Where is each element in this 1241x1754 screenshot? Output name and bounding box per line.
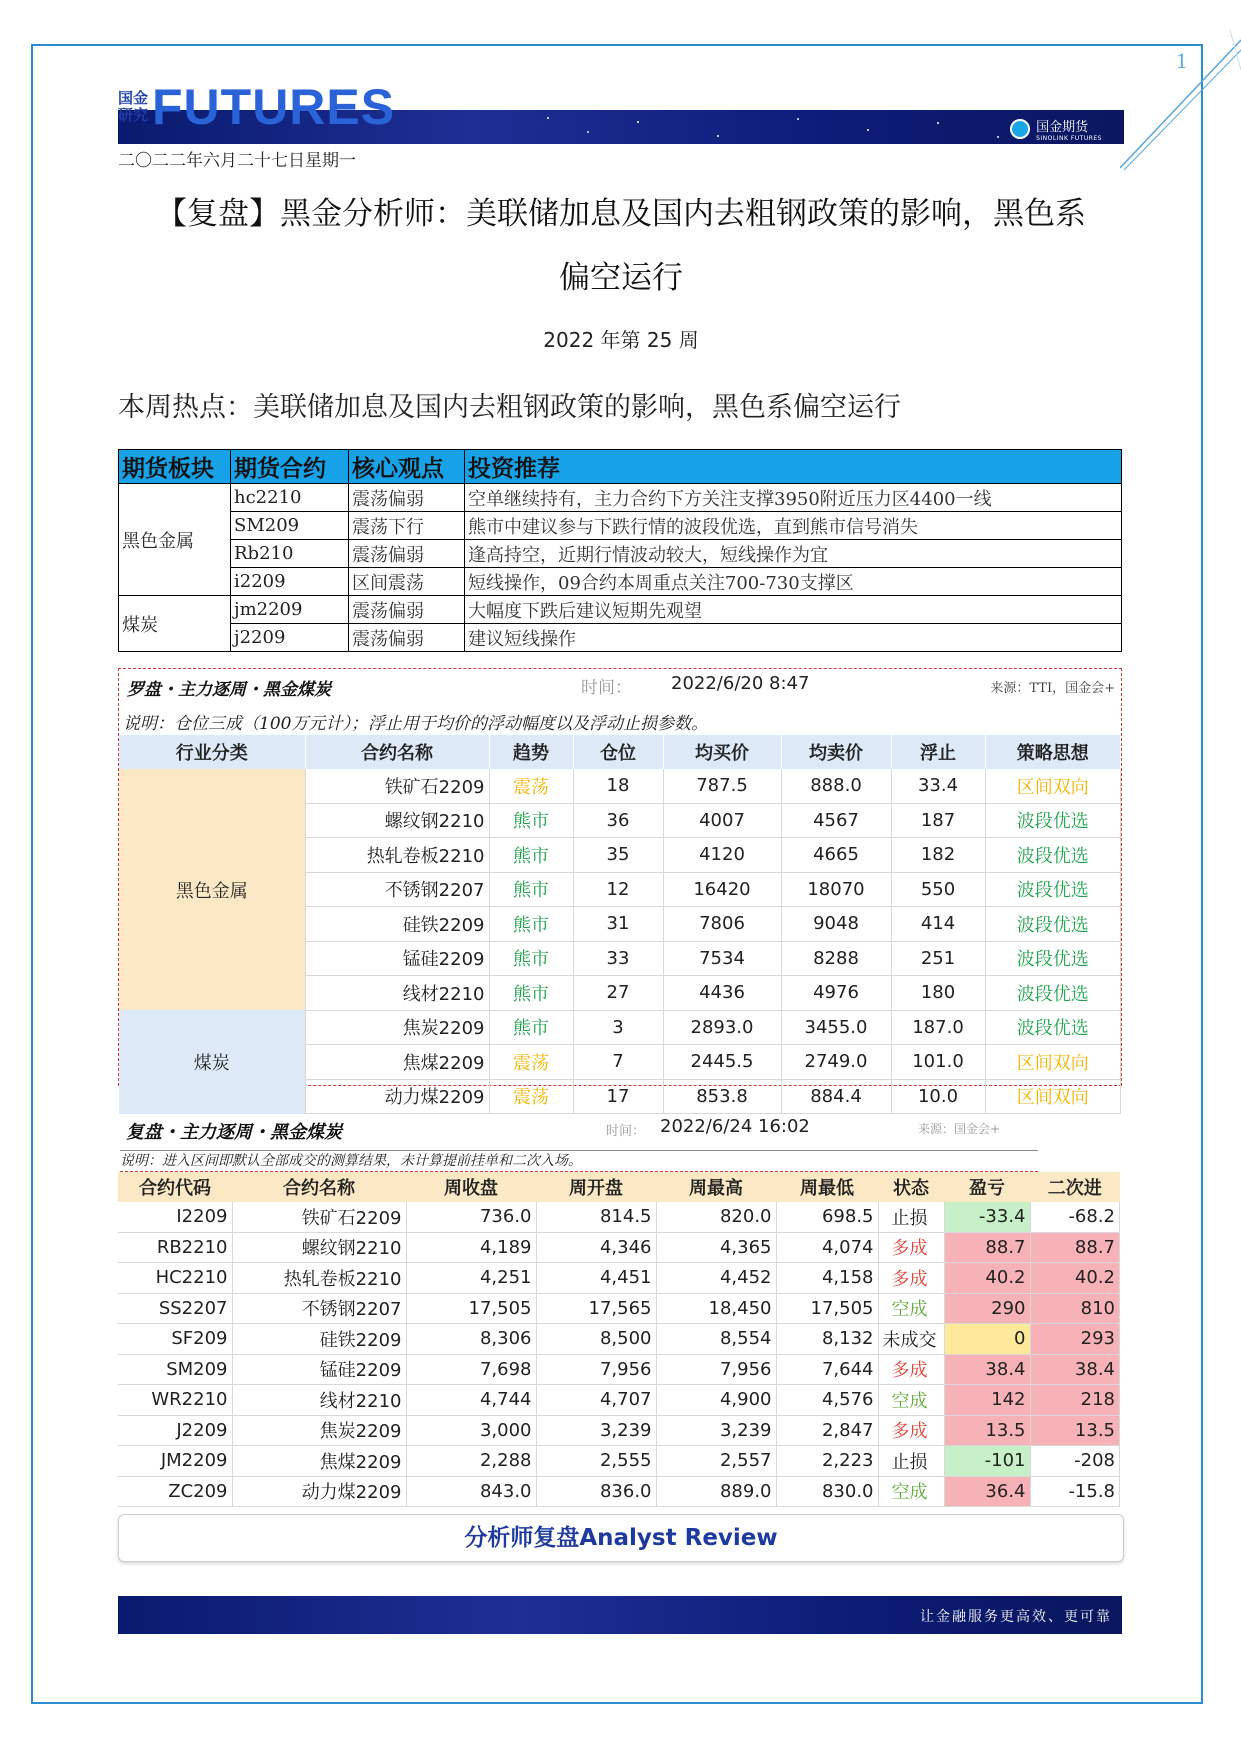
week-close-cell: 736.0 <box>406 1202 536 1232</box>
category-cell: 黑色金属 <box>119 769 305 1010</box>
review-header: 周最低 <box>776 1172 878 1202</box>
table-row <box>118 1446 1120 1477</box>
trend-cell: 震荡 <box>489 769 573 803</box>
avg-sell-cell: 3455.0 <box>781 1010 891 1045</box>
week-low-cell: 830.0 <box>776 1476 878 1507</box>
brand-name: 国金期货 <box>1036 120 1089 135</box>
review-header: 周开盘 <box>536 1172 656 1202</box>
week-high-cell: 4,365 <box>656 1232 776 1263</box>
category-cell: 煤炭 <box>119 1010 305 1114</box>
week-high-cell: 2,557 <box>656 1446 776 1477</box>
strategy-cell: 波段优选 <box>985 941 1121 976</box>
plan-header: 均卖价 <box>781 735 891 769</box>
plan-header: 趋势 <box>489 735 573 769</box>
summary-header: 核心观点 <box>349 450 465 484</box>
avg-buy-cell: 7806 <box>663 907 781 942</box>
contract-code-cell: ZC209 <box>118 1476 232 1507</box>
review-header: 合约代码 <box>118 1172 232 1202</box>
contract-code-cell: WR2210 <box>118 1385 232 1416</box>
weekly-plan-time: 2022/6/20 8:47 <box>671 673 810 694</box>
review-panel <box>118 1110 1122 1504</box>
avg-sell-cell: 888.0 <box>781 769 891 803</box>
table-row <box>119 484 1122 512</box>
week-open-cell: 814.5 <box>536 1202 656 1232</box>
strategy-cell: 波段优选 <box>985 1010 1121 1045</box>
view-cell: 区间震荡 <box>349 568 465 596</box>
second-entry-cell: -208 <box>1030 1446 1120 1477</box>
position-cell: 36 <box>573 803 663 838</box>
status-cell: 止损 <box>878 1202 944 1232</box>
contract-name-cell: 螺纹钢2210 <box>305 803 489 838</box>
review-header: 盈亏 <box>944 1172 1030 1202</box>
contract-name-cell: 铁矿石2209 <box>305 769 489 803</box>
week-high-cell: 889.0 <box>656 1476 776 1507</box>
brand-logo <box>1010 116 1102 142</box>
status-cell: 止损 <box>878 1446 944 1477</box>
week-high-cell: 8,554 <box>656 1324 776 1355</box>
pnl-cell: 290 <box>944 1293 1030 1324</box>
trend-cell: 熊市 <box>489 1010 573 1045</box>
weekly-plan-source: 来源：TTI，国金会+ <box>990 681 1115 696</box>
position-cell: 18 <box>573 769 663 803</box>
contract-code-cell: RB2210 <box>118 1232 232 1263</box>
contract-name-cell: 线材2210 <box>305 976 489 1011</box>
week-open-cell: 2,555 <box>536 1446 656 1477</box>
table-row <box>118 1324 1120 1355</box>
week-open-cell: 17,565 <box>536 1293 656 1324</box>
week-open-cell: 7,956 <box>536 1354 656 1385</box>
contract-name-cell: 螺纹钢2210 <box>232 1232 406 1263</box>
contract-cell: SM209 <box>231 512 349 540</box>
view-cell: 震荡偏弱 <box>349 484 465 512</box>
float-stop-cell: 251 <box>891 941 985 976</box>
week-low-cell: 2,847 <box>776 1415 878 1446</box>
contract-cell: j2209 <box>231 624 349 652</box>
review-note: 说明：进入区间即默认全部成交的测算结果，未计算提前挂单和二次入场。 <box>120 1150 1038 1172</box>
trend-cell: 熊市 <box>489 907 573 942</box>
float-stop-cell: 550 <box>891 872 985 907</box>
week-low-cell: 4,576 <box>776 1385 878 1416</box>
trend-cell: 震荡 <box>489 1079 573 1114</box>
week-close-cell: 8,306 <box>406 1324 536 1355</box>
contract-code-cell: SM209 <box>118 1354 232 1385</box>
plan-header: 合约名称 <box>305 735 489 769</box>
week-low-cell: 8,132 <box>776 1324 878 1355</box>
report-week: 2022 年第 25 周 <box>543 328 699 352</box>
avg-buy-cell: 4007 <box>663 803 781 838</box>
strategy-cell: 波段优选 <box>985 872 1121 907</box>
avg-buy-cell: 16420 <box>663 872 781 907</box>
contract-code-cell: I2209 <box>118 1202 232 1232</box>
avg-sell-cell: 4665 <box>781 838 891 873</box>
week-close-cell: 4,189 <box>406 1232 536 1263</box>
pnl-cell: -33.4 <box>944 1202 1030 1232</box>
second-entry-cell: 293 <box>1030 1324 1120 1355</box>
contract-code-cell: J2209 <box>118 1415 232 1446</box>
pnl-cell: 142 <box>944 1385 1030 1416</box>
table-row <box>119 540 1122 568</box>
week-open-cell: 3,239 <box>536 1415 656 1446</box>
avg-sell-cell: 884.4 <box>781 1079 891 1114</box>
view-cell: 震荡偏弱 <box>349 596 465 624</box>
position-cell: 7 <box>573 1045 663 1080</box>
week-low-cell: 4,074 <box>776 1232 878 1263</box>
position-cell: 17 <box>573 1079 663 1114</box>
week-close-cell: 4,251 <box>406 1263 536 1294</box>
position-cell: 33 <box>573 941 663 976</box>
float-stop-cell: 187 <box>891 803 985 838</box>
status-cell: 多成 <box>878 1415 944 1446</box>
weekly-plan-note: 说明：仓位三成（100万元计）；浮止用于均价的浮动幅度以及浮动止损参数。 <box>123 714 708 734</box>
status-cell: 空成 <box>878 1293 944 1324</box>
analyst-review-banner: 分析师复盘Analyst Review <box>118 1514 1124 1562</box>
contract-code-cell: HC2210 <box>118 1263 232 1294</box>
review-source: 来源：国金会+ <box>918 1122 1001 1136</box>
footer-banner <box>118 1596 1122 1634</box>
logo-small-line1: 国金 <box>118 89 149 107</box>
contract-name-cell: 硅铁2209 <box>305 907 489 942</box>
contract-name-cell: 铁矿石2209 <box>232 1202 406 1232</box>
contract-name-cell: 动力煤2209 <box>232 1476 406 1507</box>
week-close-cell: 7,698 <box>406 1354 536 1385</box>
float-stop-cell: 414 <box>891 907 985 942</box>
plan-header: 均买价 <box>663 735 781 769</box>
table-row <box>118 1202 1120 1232</box>
week-high-cell: 820.0 <box>656 1202 776 1232</box>
avg-sell-cell: 4567 <box>781 803 891 838</box>
table-row <box>118 1293 1120 1324</box>
table-row <box>119 596 1122 624</box>
table-row <box>119 1010 1121 1045</box>
report-title <box>118 182 1124 310</box>
avg-sell-cell: 4976 <box>781 976 891 1011</box>
avg-buy-cell: 2445.5 <box>663 1045 781 1080</box>
week-close-cell: 2,288 <box>406 1446 536 1477</box>
sector-cell: 黑色金属 <box>119 484 231 596</box>
view-cell: 震荡偏弱 <box>349 540 465 568</box>
summary-header: 投资推荐 <box>465 450 1122 484</box>
position-cell: 3 <box>573 1010 663 1045</box>
week-low-cell: 4,158 <box>776 1263 878 1294</box>
week-close-cell: 4,744 <box>406 1385 536 1416</box>
position-cell: 35 <box>573 838 663 873</box>
contract-name-cell: 焦炭2209 <box>305 1010 489 1045</box>
week-high-cell: 3,239 <box>656 1415 776 1446</box>
avg-buy-cell: 787.5 <box>663 769 781 803</box>
second-entry-cell: 810 <box>1030 1293 1120 1324</box>
pnl-cell: -101 <box>944 1446 1030 1477</box>
table-row <box>119 512 1122 540</box>
pnl-cell: 88.7 <box>944 1232 1030 1263</box>
plan-header: 行业分类 <box>119 735 305 769</box>
contract-code-cell: SF209 <box>118 1324 232 1355</box>
week-open-cell: 4,707 <box>536 1385 656 1416</box>
position-cell: 27 <box>573 976 663 1011</box>
second-entry-cell: -15.8 <box>1030 1476 1120 1507</box>
view-cell: 震荡偏弱 <box>349 624 465 652</box>
review-header: 合约名称 <box>232 1172 406 1202</box>
float-stop-cell: 33.4 <box>891 769 985 803</box>
week-high-cell: 4,452 <box>656 1263 776 1294</box>
contract-code-cell: SS2207 <box>118 1293 232 1324</box>
footer-slogan: 让金融服务更高效、更可靠 <box>920 1609 1112 1625</box>
week-open-cell: 8,500 <box>536 1324 656 1355</box>
review-time: 2022/6/24 16:02 <box>660 1116 810 1137</box>
contract-name-cell: 动力煤2209 <box>305 1079 489 1114</box>
table-row <box>118 1263 1120 1294</box>
table-row <box>119 624 1122 652</box>
float-stop-cell: 180 <box>891 976 985 1011</box>
strategy-cell: 波段优选 <box>985 838 1121 873</box>
table-row <box>119 769 1121 803</box>
position-cell: 12 <box>573 872 663 907</box>
week-open-cell: 4,451 <box>536 1263 656 1294</box>
strategy-cell: 波段优选 <box>985 803 1121 838</box>
review-header: 周收盘 <box>406 1172 536 1202</box>
contract-code-cell: JM2209 <box>118 1446 232 1477</box>
recommendation-cell: 建议短线操作 <box>465 624 1122 652</box>
weekly-hotspot: 本周热点：美联储加息及国内去粗钢政策的影响，黑色系偏空运行 <box>118 392 901 423</box>
week-close-cell: 3,000 <box>406 1415 536 1446</box>
pnl-cell: 36.4 <box>944 1476 1030 1507</box>
week-close-cell: 17,505 <box>406 1293 536 1324</box>
week-high-cell: 4,900 <box>656 1385 776 1416</box>
avg-sell-cell: 9048 <box>781 907 891 942</box>
contract-name-cell: 不锈钢2207 <box>232 1293 406 1324</box>
second-entry-cell: 218 <box>1030 1385 1120 1416</box>
week-low-cell: 7,644 <box>776 1354 878 1385</box>
view-cell: 震荡下行 <box>349 512 465 540</box>
avg-buy-cell: 7534 <box>663 941 781 976</box>
report-date: 二〇二二年六月二十七日星期一 <box>118 151 356 171</box>
table-row <box>118 1385 1120 1416</box>
week-open-cell: 836.0 <box>536 1476 656 1507</box>
title-line-2: 偏空运行 <box>559 260 683 296</box>
trend-cell: 熊市 <box>489 872 573 907</box>
contract-name-cell: 热轧卷板2210 <box>305 838 489 873</box>
contract-name-cell: 锰硅2209 <box>232 1354 406 1385</box>
weekly-plan-table <box>119 735 1121 1114</box>
trend-cell: 熊市 <box>489 803 573 838</box>
strategy-cell: 区间双向 <box>985 1079 1121 1114</box>
status-cell: 未成交 <box>878 1324 944 1355</box>
contract-name-cell: 焦煤2209 <box>232 1446 406 1477</box>
avg-buy-cell: 2893.0 <box>663 1010 781 1045</box>
week-high-cell: 7,956 <box>656 1354 776 1385</box>
strategy-cell: 区间双向 <box>985 769 1121 803</box>
trend-cell: 熊市 <box>489 976 573 1011</box>
status-cell: 空成 <box>878 1476 944 1507</box>
float-stop-cell: 187.0 <box>891 1010 985 1045</box>
contract-cell: Rb210 <box>231 540 349 568</box>
avg-sell-cell: 18070 <box>781 872 891 907</box>
table-row <box>119 568 1122 596</box>
float-stop-cell: 10.0 <box>891 1079 985 1114</box>
corner-decoration <box>1120 30 1241 170</box>
plan-header: 仓位 <box>573 735 663 769</box>
review-title: 复盘・主力逐周・黑金煤炭 <box>126 1122 342 1143</box>
pnl-cell: 40.2 <box>944 1263 1030 1294</box>
week-open-cell: 4,346 <box>536 1232 656 1263</box>
second-entry-cell: 13.5 <box>1030 1415 1120 1446</box>
contract-cell: jm2209 <box>231 596 349 624</box>
status-cell: 多成 <box>878 1232 944 1263</box>
contract-name-cell: 不锈钢2207 <box>305 872 489 907</box>
status-cell: 多成 <box>878 1263 944 1294</box>
avg-sell-cell: 2749.0 <box>781 1045 891 1080</box>
weekly-plan-panel <box>118 668 1122 1109</box>
status-cell: 空成 <box>878 1385 944 1416</box>
week-low-cell: 698.5 <box>776 1202 878 1232</box>
review-header: 二次进 <box>1030 1172 1120 1202</box>
summary-header: 期货合约 <box>231 450 349 484</box>
status-cell: 多成 <box>878 1354 944 1385</box>
table-row <box>118 1354 1120 1385</box>
float-stop-cell: 182 <box>891 838 985 873</box>
review-header: 周最高 <box>656 1172 776 1202</box>
logo-futures: FUTURES <box>152 79 396 135</box>
trend-cell: 熊市 <box>489 838 573 873</box>
week-high-cell: 18,450 <box>656 1293 776 1324</box>
pnl-cell: 38.4 <box>944 1354 1030 1385</box>
logo-small-text <box>118 90 148 124</box>
second-entry-cell: 88.7 <box>1030 1232 1120 1263</box>
contract-name-cell: 焦煤2209 <box>305 1045 489 1080</box>
recommendation-cell: 短线操作，09合约本周重点关注700-730支撑区 <box>465 568 1122 596</box>
review-table <box>118 1172 1120 1507</box>
title-line-1: 【复盘】黑金分析师：美联储加息及国内去粗钢政策的影响，黑色系 <box>156 196 1086 232</box>
contract-name-cell: 锰硅2209 <box>305 941 489 976</box>
brand-circle-icon <box>1010 119 1030 139</box>
table-row <box>118 1415 1120 1446</box>
contract-name-cell: 线材2210 <box>232 1385 406 1416</box>
avg-sell-cell: 8288 <box>781 941 891 976</box>
contract-cell: i2209 <box>231 568 349 596</box>
second-entry-cell: -68.2 <box>1030 1202 1120 1232</box>
second-entry-cell: 40.2 <box>1030 1263 1120 1294</box>
recommendation-cell: 逢高持空，近期行情波动较大，短线操作为宜 <box>465 540 1122 568</box>
recommendation-cell: 空单继续持有，主力合约下方关注支撑3950附近压力区4400一线 <box>465 484 1122 512</box>
avg-buy-cell: 4120 <box>663 838 781 873</box>
table-row <box>118 1476 1120 1507</box>
pnl-cell: 13.5 <box>944 1415 1030 1446</box>
week-close-cell: 843.0 <box>406 1476 536 1507</box>
week-low-cell: 2,223 <box>776 1446 878 1477</box>
weekly-plan-title: 罗盘・主力逐周・黑金煤炭 <box>127 680 331 700</box>
weekly-plan-time-label: 时间： <box>581 678 632 698</box>
strategy-cell: 波段优选 <box>985 976 1121 1011</box>
review-header: 状态 <box>878 1172 944 1202</box>
sector-cell: 煤炭 <box>119 596 231 652</box>
recommendation-cell: 熊市中建议参与下跌行情的波段优选，直到熊市信号消失 <box>465 512 1122 540</box>
plan-header: 策略思想 <box>985 735 1121 769</box>
float-stop-cell: 101.0 <box>891 1045 985 1080</box>
avg-buy-cell: 853.8 <box>663 1079 781 1114</box>
contract-name-cell: 焦炭2209 <box>232 1415 406 1446</box>
pnl-cell: 0 <box>944 1324 1030 1355</box>
week-low-cell: 17,505 <box>776 1293 878 1324</box>
strategy-cell: 区间双向 <box>985 1045 1121 1080</box>
page-number: 1 <box>1176 48 1187 73</box>
contract-cell: hc2210 <box>231 484 349 512</box>
trend-cell: 熊市 <box>489 941 573 976</box>
brand-english: SINOLINK FUTURES <box>1036 135 1102 142</box>
avg-buy-cell: 4436 <box>663 976 781 1011</box>
contract-name-cell: 硅铁2209 <box>232 1324 406 1355</box>
table-row <box>118 1232 1120 1263</box>
strategy-cell: 波段优选 <box>985 907 1121 942</box>
second-entry-cell: 38.4 <box>1030 1354 1120 1385</box>
review-time-label: 时间： <box>606 1124 646 1139</box>
position-cell: 31 <box>573 907 663 942</box>
plan-header: 浮止 <box>891 735 985 769</box>
recommendation-cell: 大幅度下跌后建议短期先观望 <box>465 596 1122 624</box>
summary-header: 期货板块 <box>119 450 231 484</box>
summary-table <box>118 449 1122 652</box>
trend-cell: 震荡 <box>489 1045 573 1080</box>
contract-name-cell: 热轧卷板2210 <box>232 1263 406 1294</box>
logo-small-line2: 研究 <box>118 106 149 124</box>
